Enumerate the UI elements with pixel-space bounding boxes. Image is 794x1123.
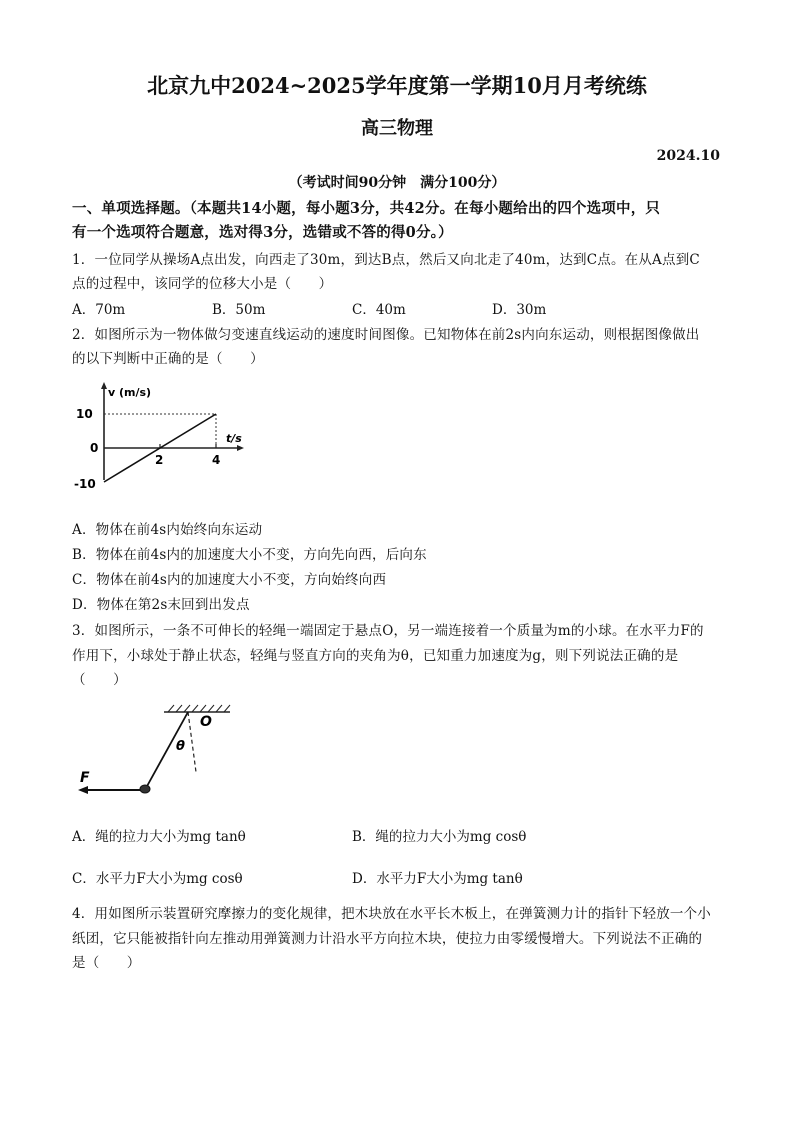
exam-date: 2024.10 (656, 148, 720, 164)
graph-y-tick-10: 10 (76, 407, 93, 421)
q3-stem-line3: （ ） (72, 672, 127, 688)
q4-stem-line3: 是（ ） (72, 955, 141, 971)
graph-y-arrow (101, 382, 107, 389)
exam-title: 北京九中2024~2025学年度第一学期10月月考统练 (147, 73, 647, 98)
section-heading-line1: 一、单项选择题。（本题共14小题，每小题3分，共42分。在每小题给出的四个选项中，只 (72, 200, 661, 217)
q1-option-d: D．30m (492, 302, 547, 318)
ball (140, 785, 150, 793)
graph-y-tick-neg10: -10 (74, 477, 96, 491)
q1-stem-line1: 1．一位同学从操场A点出发，向西走了30m，到达B点，然后又向北走了40m，达到C点。在从A点到C (72, 252, 700, 268)
graph-x-label: t/s (226, 432, 242, 445)
graph-y-tick-0: 0 (90, 441, 99, 455)
graph-y-label: v (m/s) (108, 386, 152, 399)
q2-option-b: B．物体在前4s内的加速度大小不变，方向先向西，后向东 (72, 547, 427, 563)
graph-x-tick-4: 4 (212, 453, 221, 467)
q2-option-c: C．物体在前4s内的加速度大小不变，方向始终向西 (72, 572, 387, 588)
vertical-reference-line (188, 712, 196, 772)
graph-x-tick-2: 2 (155, 453, 164, 467)
q4-stem-line2: 纸团，它只能被指针向左推动用弹簧测力计沿水平方向拉木块，使拉力由零缓慢增大。下列说法不正确的 (72, 931, 703, 947)
q4-stem-line1: 4．用如图所示装置研究摩擦力的变化规律，把木块放在水平长木板上，在弹簧测力计的指针下轻放一个小 (72, 906, 711, 922)
graph-x-arrow (237, 445, 244, 451)
q3-stem-line1: 3．如图所示，一条不可伸长的轻绳一端固定于悬点O，另一端连接着一个质量为m的小球。在水平力F的 (72, 623, 704, 639)
section-heading-line2: 有一个选项符合题意，选对得3分，选错或不答的得0分。） (72, 224, 453, 241)
q2-stem-line1: 2．如图所示为一物体做匀变速直线运动的速度时间图像。已知物体在前2s内向东运动，则根据图像做出 (72, 327, 700, 343)
q2-option-d: D．物体在第2s末回到出发点 (72, 597, 250, 613)
q1-option-a: A．70m (72, 302, 126, 318)
q3-option-a: A．绳的拉力大小为mg tanθ (72, 829, 246, 845)
q1-stem-line2: 点的过程中，该同学的位移大小是（ ） (72, 276, 333, 292)
q3-option-d: D．水平力F大小为mg tanθ (352, 871, 523, 887)
theta-label: θ (176, 739, 185, 754)
force-arrowhead (78, 786, 88, 794)
q2-stem-line2: 的以下判断中正确的是（ ） (72, 351, 264, 367)
exam-info: （考试时间90分钟 满分100分） (288, 175, 506, 191)
q3-option-c: C．水平力F大小为mg cosθ (72, 871, 243, 887)
q2-velocity-time-graph (72, 380, 252, 500)
ceiling-hatching (168, 705, 230, 712)
subject-title: 高三物理 (361, 118, 433, 139)
q1-option-c: C．40m (352, 302, 406, 318)
q1-option-b: B．50m (212, 302, 266, 318)
q3-option-b: B．绳的拉力大小为mg cosθ (352, 829, 527, 845)
point-o-label: O (200, 714, 212, 730)
q3-stem-line2: 作用下，小球处于静止状态，轻绳与竖直方向的夹角为θ，已知重力加速度为g，则下列说法正确的是 (72, 648, 679, 664)
q2-option-a: A．物体在前4s内始终向东运动 (72, 522, 263, 538)
force-label: F (80, 770, 90, 786)
q3-pendulum-figure (72, 700, 252, 804)
